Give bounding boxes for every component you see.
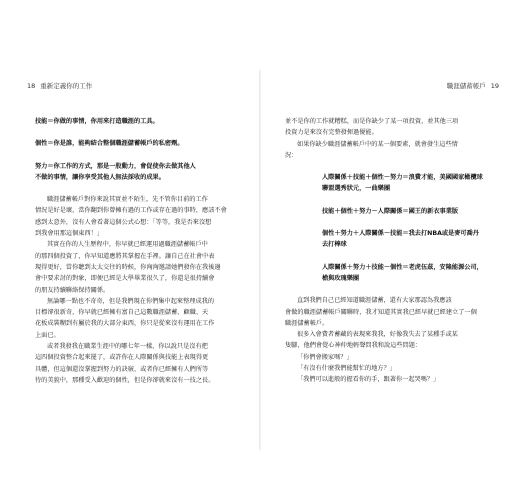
text-line: 花板成裝糊到有屬於我的大部分東西，你只是從來沒有運用在工作 xyxy=(35,320,215,328)
text-line: 會做的職涯儲蓄帳戶關聯時，我才知道其實我已經早就已經建立了一個 xyxy=(285,308,477,316)
left-running-header xyxy=(27,81,92,90)
paragraph xyxy=(35,239,235,295)
text-line: 待的美貌中，那種受入歡迎的個性，但是你卻就來沒有一技之長。 xyxy=(35,376,215,384)
text-line: 很多入會費者蓄藏的表現來我我，好像我失去了某種手或某 xyxy=(297,331,458,339)
definition-effort xyxy=(35,161,235,184)
text-line: 上面已。 xyxy=(35,331,60,339)
text-line: 目標卻很新奇，你早就已經擁有富自己這數職涯儲蓄、顧職、天 xyxy=(35,309,209,317)
paragraph-continued xyxy=(285,116,499,139)
text-line: 隻腳，他們會覺心神仲地輕聲問我和說這些問題： xyxy=(285,342,422,350)
text-line: 職涯儲蓄帳戶。 xyxy=(285,319,329,327)
paragraph xyxy=(35,296,235,341)
text-line: 會中要求討的對象，即便已經是大學畢業很久了，你還是很持續會 xyxy=(35,275,215,283)
text-line: 投資力是來沒有完整發揮過優能。 xyxy=(285,129,378,137)
text-line: 無論哪一點也不奇奇，但是我們現在你們集中起來整理成我的 xyxy=(47,297,215,305)
formula-wasted-talent xyxy=(285,172,499,195)
formula-line: 聯盟選秀狀元，一曲樂團 xyxy=(322,185,391,193)
left-running-title: 重新定義你的工作 xyxy=(40,82,93,90)
paragraph xyxy=(35,194,235,239)
text-line: 職涯儲蓄帳戶對你來說其實並不陌生，先不管你目前的工作 xyxy=(47,196,208,204)
definition-line: 技能＝你做的事情，你用來打造職涯的工具。 xyxy=(35,118,159,125)
text-line: 感到太意外，沒有人會看著這個公式心想：「等等，我是否來沒想 xyxy=(35,218,212,226)
right-running-header xyxy=(447,81,499,90)
text-line: 現得更好，當你聽到太太交往的時候，你洶洶邀請她們發你在我後邊 xyxy=(35,263,221,271)
text-line: 具體，但這個還沒掌握到努力的訣竅，或者你已經擁有人們所等 xyxy=(35,365,209,373)
text-line: 並不是你的工作就糟糕，而是你缺少了某一項投資，並其他三項 xyxy=(285,118,459,125)
text-line: 或者我發我在職業生涯中的哪七年一樣，你以說只是沒有把 xyxy=(47,343,208,351)
formula-line: 槍與玫瑰樂團 xyxy=(322,274,360,282)
definition-personality xyxy=(35,138,235,149)
formula-line: 技能＋個性＋努力－人際關係＝國王的新衣事業版 xyxy=(322,207,459,215)
paragraph xyxy=(285,329,499,352)
text-line: 這四個投資整合起來罷了，或許你在人際關係與技能上表現得更 xyxy=(35,354,209,362)
formula-line: 去打棒球 xyxy=(322,241,347,249)
text-line: 直到我們自己已經知道職涯儲蓄，還有大家那認為我應該 xyxy=(297,297,452,305)
paragraph xyxy=(285,139,499,162)
right-running-title: 職涯儲蓄帳戶 xyxy=(446,82,486,90)
text-line: 的朋友持續聯絡保持關係。 xyxy=(35,286,110,294)
formula-line: 個性＋努力＋人際關係－技能＝我去打NBA或是麥可喬丹 xyxy=(322,230,479,238)
definition-line: 不做的事情，讓你享受其他人無法採收的成果。 xyxy=(35,173,165,181)
definition-skill xyxy=(35,116,235,127)
right-page-body xyxy=(285,116,499,386)
left-page-body xyxy=(35,116,235,386)
quote-line: 「有沒有什麼我們能幫忙的地方？」 xyxy=(297,365,396,373)
paragraph xyxy=(35,341,235,386)
text-line: 況： xyxy=(285,151,298,159)
definition-line: 努力＝你工作的方式，那是一股動力，會促使你去做其他人 xyxy=(35,162,196,170)
text-line: 如果你缺少職涯儲蓄帳戶中的某一個要素，就會發生這些情 xyxy=(297,140,458,148)
quote-line: 「你們會搬家嗎？」 xyxy=(297,353,353,361)
formula-emperors-new-clothes xyxy=(285,206,499,217)
text-line: 情況是好是壞，當你翻到你曾擁有過的工作或存在過的事時，應該不會 xyxy=(35,207,227,215)
left-page xyxy=(0,0,259,500)
quote-line: 「我們可以進般的握看你的手，跟著你一起哭嗎？」 xyxy=(297,376,440,384)
paragraph xyxy=(285,295,499,329)
definition-line: 個性＝你是誰，能夠結合整個職涯儲蓄帳戶的私密劑。 xyxy=(35,140,184,148)
formula-line: 人際關係＋努力＋技能－個性＝老虎伍茲，安隆能源公司， xyxy=(322,263,483,271)
text-line: 的那四個投資了，你早知道應將其掌握在手裡。讓自己在社會中表 xyxy=(35,252,215,260)
text-line: 其實在你的人生歷程中，你早就已經運用過職涯儲蓄帳戶中 xyxy=(47,241,208,249)
right-page xyxy=(261,0,520,500)
formula-nba-baseball xyxy=(285,228,499,251)
formula-tiger-woods xyxy=(285,262,499,285)
left-page-number: 18 xyxy=(27,82,36,90)
text-line: 到我會用那這個東西！」 xyxy=(35,230,104,238)
formula-line: 人際關係＋技能＋個性－努力＝浪費才能，美國國家橄欖球 xyxy=(322,174,483,182)
right-page-number: 19 xyxy=(490,82,499,90)
